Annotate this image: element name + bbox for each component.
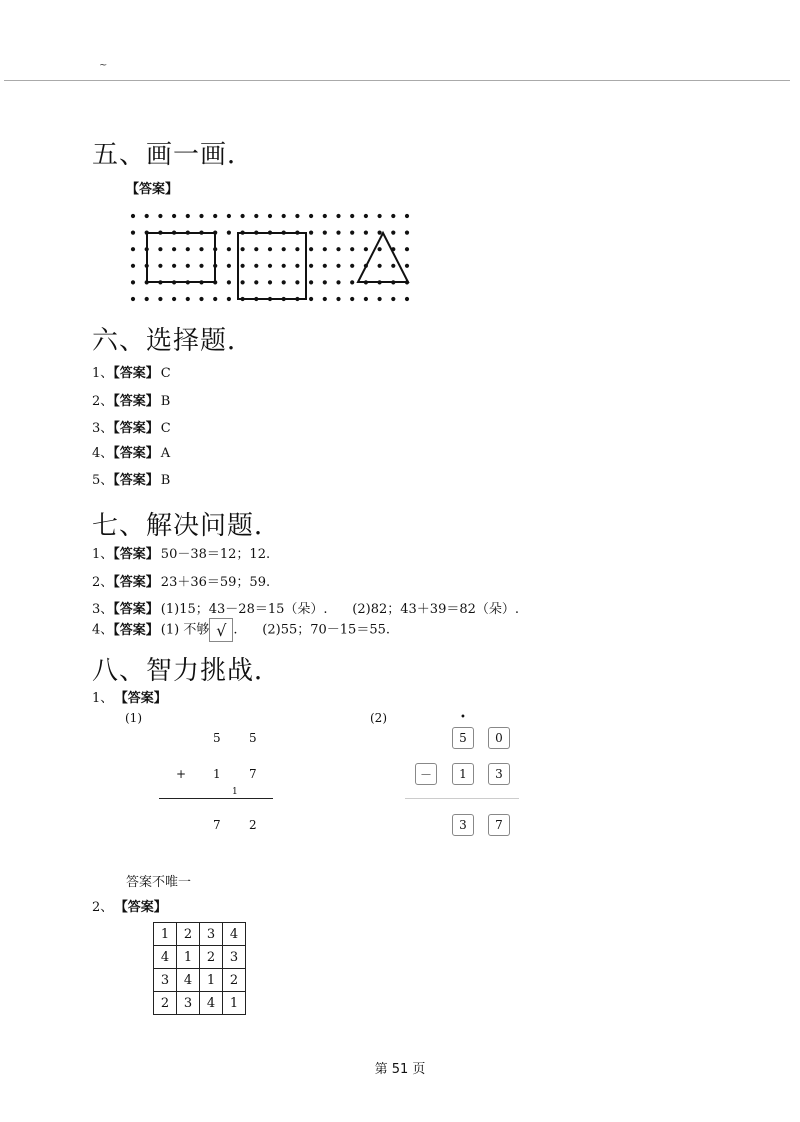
page-number: 第 51 页	[374, 1062, 426, 1077]
grid-dot	[405, 231, 409, 235]
grid-dot	[199, 214, 203, 218]
grid-cell: 3	[154, 969, 177, 992]
addition-top-tens: 5	[213, 731, 221, 745]
grid-dot	[378, 231, 382, 235]
grid-dot	[364, 297, 368, 301]
grid-cell: 3	[177, 992, 200, 1015]
addition-label: (1)	[125, 711, 142, 725]
grid-dot	[282, 280, 286, 284]
grid-dot	[336, 247, 340, 251]
grid-dot	[309, 247, 313, 251]
choice-answer-4: 4、【答案】 A	[92, 446, 171, 461]
addition-result-tens: 7	[213, 818, 221, 832]
grid-dot	[323, 214, 327, 218]
grid-dot	[227, 247, 231, 251]
grid-dot	[295, 264, 299, 268]
addition-mid-tens: 1	[213, 767, 221, 781]
subtraction-label: (2)	[370, 711, 387, 725]
grid-dot	[186, 214, 190, 218]
grid-dot	[336, 231, 340, 235]
addition-rule	[159, 798, 273, 799]
grid-dot	[131, 280, 135, 284]
grid-dot	[241, 214, 245, 218]
section-5-title: 五、画一画．	[92, 140, 255, 170]
grid-dot	[323, 280, 327, 284]
grid-dot	[391, 231, 395, 235]
problem-answer-2: 2、【答案】 23＋36＝59；59.	[92, 575, 271, 590]
grid-dot	[172, 214, 176, 218]
addition-operator: +	[176, 767, 187, 781]
section-7-title: 七、解决问题．	[92, 511, 282, 541]
grid-dot	[254, 247, 258, 251]
grid-row	[154, 946, 246, 969]
grid-dot	[199, 247, 203, 251]
addition-top-ones: 5	[249, 731, 257, 745]
grid-dot	[172, 297, 176, 301]
grid-dot	[158, 214, 162, 218]
grid-dot	[241, 247, 245, 251]
grid-dot	[213, 214, 217, 218]
grid-dot	[405, 214, 409, 218]
grid-row	[154, 923, 246, 946]
grid-dot	[336, 214, 340, 218]
grid-dot	[364, 231, 368, 235]
grid-dot	[213, 297, 217, 301]
grid-dot	[282, 264, 286, 268]
grid-dot	[350, 264, 354, 268]
subtraction-borrow-dot: •	[460, 712, 466, 723]
challenge-2-header: 2、 【答案】	[92, 900, 167, 915]
grid-dot	[405, 247, 409, 251]
grid-dot	[186, 297, 190, 301]
subtraction-rule	[405, 798, 519, 799]
grid-dot	[350, 214, 354, 218]
grid-dot	[405, 297, 409, 301]
grid-dot	[309, 264, 313, 268]
grid-dot	[227, 280, 231, 284]
grid-cell: 2	[154, 992, 177, 1015]
grid-dot	[391, 264, 395, 268]
grid-dot	[158, 247, 162, 251]
subtraction-top-ones-box: 0	[488, 727, 510, 749]
grid-dot	[199, 297, 203, 301]
dot-grid	[131, 214, 409, 301]
grid-dot	[378, 297, 382, 301]
section-5-answer-label: 【答案】	[126, 182, 179, 197]
grid-cell: 4	[154, 946, 177, 969]
grid-dot	[158, 264, 162, 268]
grid-row	[154, 992, 246, 1015]
addition-result-ones: 2	[249, 818, 257, 832]
grid-dot	[131, 214, 135, 218]
grid-dot	[172, 247, 176, 251]
grid-dot	[323, 247, 327, 251]
grid-dot	[131, 247, 135, 251]
grid-dot	[364, 247, 368, 251]
grid-dot	[378, 214, 382, 218]
choice-answer-3: 3、【答案】 C	[92, 421, 171, 436]
grid-dot	[131, 231, 135, 235]
grid-dot	[186, 264, 190, 268]
grid-cell: 4	[177, 969, 200, 992]
problem-answer-3: 3、【答案】 (1)15；43－28＝15（朵）. (2)82；43＋39＝82（朵）.	[92, 602, 520, 617]
grid-dot	[309, 297, 313, 301]
grid-dot	[378, 264, 382, 268]
grid-dot	[323, 264, 327, 268]
grid-dot	[227, 297, 231, 301]
header-mark: ~	[99, 60, 108, 71]
subtraction-result-tens-box: 3	[452, 814, 474, 836]
number-grid	[153, 922, 246, 1015]
grid-dot	[309, 214, 313, 218]
grid-dot	[268, 280, 272, 284]
grid-dot	[323, 231, 327, 235]
grid-cell: 1	[200, 969, 223, 992]
grid-dot	[378, 247, 382, 251]
grid-cell: 1	[154, 923, 177, 946]
grid-dot	[186, 247, 190, 251]
choice-answer-1: 1、【答案】 C	[92, 366, 171, 381]
dot-grid-figure	[125, 208, 420, 308]
grid-dot	[227, 264, 231, 268]
grid-dot	[254, 264, 258, 268]
grid-dot	[336, 264, 340, 268]
grid-dot	[295, 280, 299, 284]
grid-dot	[241, 280, 245, 284]
grid-dot	[131, 264, 135, 268]
choice-answer-5: 5、【答案】 B	[92, 473, 171, 488]
grid-dot	[391, 214, 395, 218]
subtraction-result-ones-box: 7	[488, 814, 510, 836]
grid-dot	[268, 264, 272, 268]
grid-dot	[145, 214, 149, 218]
addition-mid-ones: 7	[249, 767, 257, 781]
grid-dot	[350, 231, 354, 235]
grid-row	[154, 969, 246, 992]
problem-answer-1: 1、【答案】 50－38＝12；12.	[92, 547, 271, 562]
grid-dot	[364, 214, 368, 218]
grid-cell: 2	[223, 969, 246, 992]
grid-cell: 4	[223, 923, 246, 946]
section-8-title: 八、智力挑战．	[92, 656, 282, 686]
grid-cell: 1	[177, 946, 200, 969]
choice-answer-2: 2、【答案】 B	[92, 394, 171, 409]
grid-dot	[227, 214, 231, 218]
addition-carry: 1	[232, 787, 238, 797]
grid-dot	[336, 297, 340, 301]
grid-dot	[295, 214, 299, 218]
grid-dot	[227, 231, 231, 235]
grid-dot	[254, 280, 258, 284]
problem-answer-4: 4、【答案】 (1) 不够 √ . (2)55；70－15＝55.	[92, 618, 390, 642]
grid-cell: 2	[200, 946, 223, 969]
grid-cell: 3	[223, 946, 246, 969]
grid-dot	[131, 297, 135, 301]
grid-dot	[350, 280, 354, 284]
grid-cell: 2	[177, 923, 200, 946]
grid-dot	[336, 280, 340, 284]
grid-dot	[145, 297, 149, 301]
grid-cell: 1	[223, 992, 246, 1015]
grid-cell: 4	[200, 992, 223, 1015]
grid-dot	[323, 297, 327, 301]
grid-dot	[241, 264, 245, 268]
challenge-1-header: 1、 【答案】	[92, 691, 167, 706]
grid-dot	[309, 231, 313, 235]
subtraction-operator-box: －	[415, 763, 437, 785]
header-rule	[4, 80, 790, 81]
drawn-triangle	[358, 233, 408, 282]
grid-dot	[172, 264, 176, 268]
answer-not-unique-note: 答案不唯一	[126, 875, 192, 890]
grid-dot	[350, 247, 354, 251]
grid-dot	[282, 247, 286, 251]
grid-cell: 3	[200, 923, 223, 946]
grid-dot	[309, 280, 313, 284]
grid-dot	[268, 214, 272, 218]
subtraction-top-tens-box: 5	[452, 727, 474, 749]
check-mark-box: √	[209, 618, 233, 642]
grid-dot	[295, 247, 299, 251]
subtraction-mid-ones-box: 3	[488, 763, 510, 785]
grid-dot	[199, 264, 203, 268]
grid-dot	[254, 214, 258, 218]
grid-dot	[350, 297, 354, 301]
grid-dot	[391, 297, 395, 301]
drawn-rectangle-1	[147, 233, 215, 282]
grid-dot	[268, 247, 272, 251]
grid-dot	[405, 264, 409, 268]
grid-dot	[282, 214, 286, 218]
grid-dot	[158, 297, 162, 301]
section-6-title: 六、选择题．	[92, 326, 255, 356]
subtraction-mid-tens-box: 1	[452, 763, 474, 785]
